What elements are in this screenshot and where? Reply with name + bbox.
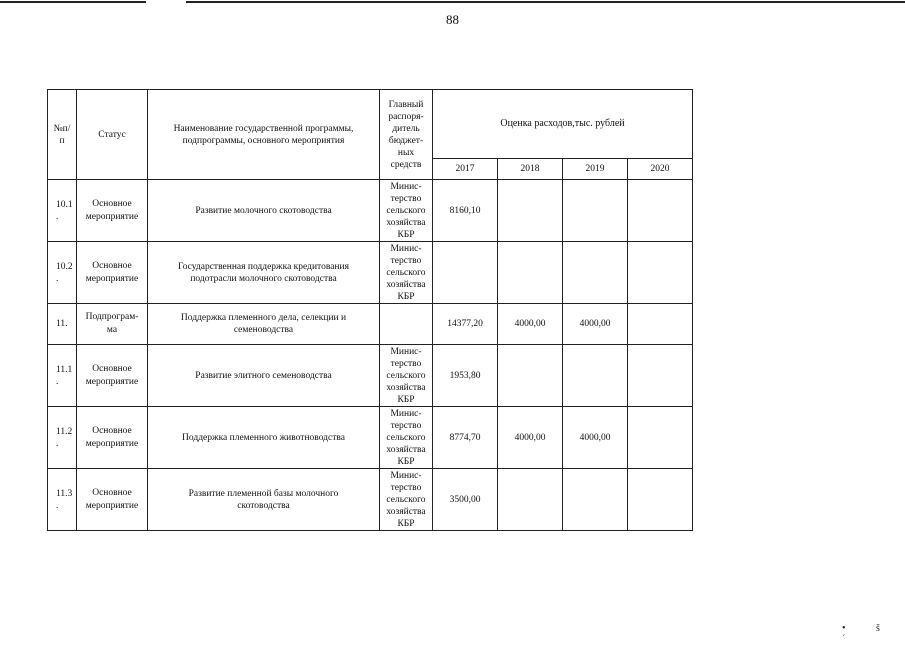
header-responsible: Главный распоря- дитель бюджет- ных средств <box>380 90 433 180</box>
row-number-cell: 11.3 . <box>48 469 77 531</box>
row-value-cell: 4000,00 <box>498 407 563 469</box>
row-value-cell: 8774,70 <box>433 407 498 469</box>
row-number-cell: 10.2 . <box>48 242 77 304</box>
row-status-cell: Основное мероприятие <box>77 180 148 242</box>
top-rule-left <box>0 1 146 3</box>
row-status-cell: Подпрограм- ма <box>77 304 148 345</box>
corner-marks: • š´ <box>842 623 894 645</box>
row-value-cell <box>563 242 628 304</box>
row-value-cell <box>563 345 628 407</box>
budget-table <box>47 89 693 531</box>
row-name-cell: Поддержка племенного дела, селекции и семеноводства <box>148 304 380 345</box>
year-2018: 2018 <box>498 159 563 180</box>
row-name-cell: Государственная поддержка кредитования подотрасли молочного скотоводства <box>148 242 380 304</box>
top-rule-right <box>186 1 905 3</box>
row-number-cell: 10.1 . <box>48 180 77 242</box>
row-value-cell <box>563 469 628 531</box>
row-value-cell <box>563 180 628 242</box>
table-row <box>48 242 693 304</box>
header-status: Статус <box>77 90 148 180</box>
row-name-cell: Поддержка племенного животноводства <box>148 407 380 469</box>
row-value-cell <box>628 180 693 242</box>
row-value-cell: 4000,00 <box>498 304 563 345</box>
header-row <box>48 90 693 159</box>
table-row <box>48 180 693 242</box>
row-responsible-cell: Минис- терство сельского хозяйства КБР <box>380 242 433 304</box>
row-value-cell: 3500,00 <box>433 469 498 531</box>
row-status-cell: Основное мероприятие <box>77 407 148 469</box>
row-value-cell <box>498 345 563 407</box>
row-number-cell: 11.2 . <box>48 407 77 469</box>
row-number-cell: 11.1 . <box>48 345 77 407</box>
table-row <box>48 469 693 531</box>
row-responsible-cell: Минис- терство сельского хозяйства КБР <box>380 469 433 531</box>
row-number-cell: 11. <box>48 304 77 345</box>
row-status-cell: Основное мероприятие <box>77 469 148 531</box>
table-body <box>48 90 693 531</box>
row-name-cell: Развитие элитного семеноводства <box>148 345 380 407</box>
table-row <box>48 304 693 345</box>
row-value-cell <box>628 242 693 304</box>
row-value-cell <box>498 180 563 242</box>
row-value-cell <box>628 345 693 407</box>
header-num: №п/ п <box>48 90 77 180</box>
table-row <box>48 407 693 469</box>
table-row <box>48 345 693 407</box>
row-value-cell: 4000,00 <box>563 407 628 469</box>
row-value-cell <box>628 407 693 469</box>
year-2017: 2017 <box>433 159 498 180</box>
year-2019: 2019 <box>563 159 628 180</box>
row-value-cell <box>628 469 693 531</box>
header-name: Наименование государственной программы, подпрограммы, основного мероприятия <box>148 90 380 180</box>
row-responsible-cell: Минис- терство сельского хозяйства КБР <box>380 180 433 242</box>
row-value-cell <box>433 242 498 304</box>
row-value-cell: 1953,80 <box>433 345 498 407</box>
row-responsible-cell: Минис- терство сельского хозяйства КБР <box>380 345 433 407</box>
row-name-cell: Развитие племенной базы молочного скотоводства <box>148 469 380 531</box>
year-2020: 2020 <box>628 159 693 180</box>
row-value-cell: 8160,10 <box>433 180 498 242</box>
row-value-cell: 14377,20 <box>433 304 498 345</box>
row-status-cell: Основное мероприятие <box>77 345 148 407</box>
header-expenses: Оценка расходов,тыс. рублей <box>433 90 693 159</box>
row-status-cell: Основное мероприятие <box>77 242 148 304</box>
row-value-cell: 4000,00 <box>563 304 628 345</box>
row-value-cell <box>498 469 563 531</box>
row-value-cell <box>498 242 563 304</box>
row-responsible-cell: Минис- терство сельского хозяйства КБР <box>380 407 433 469</box>
page-number: 88 <box>446 12 459 27</box>
row-name-cell: Развитие молочного скотоводства <box>148 180 380 242</box>
row-responsible-cell <box>380 304 433 345</box>
row-value-cell <box>628 304 693 345</box>
